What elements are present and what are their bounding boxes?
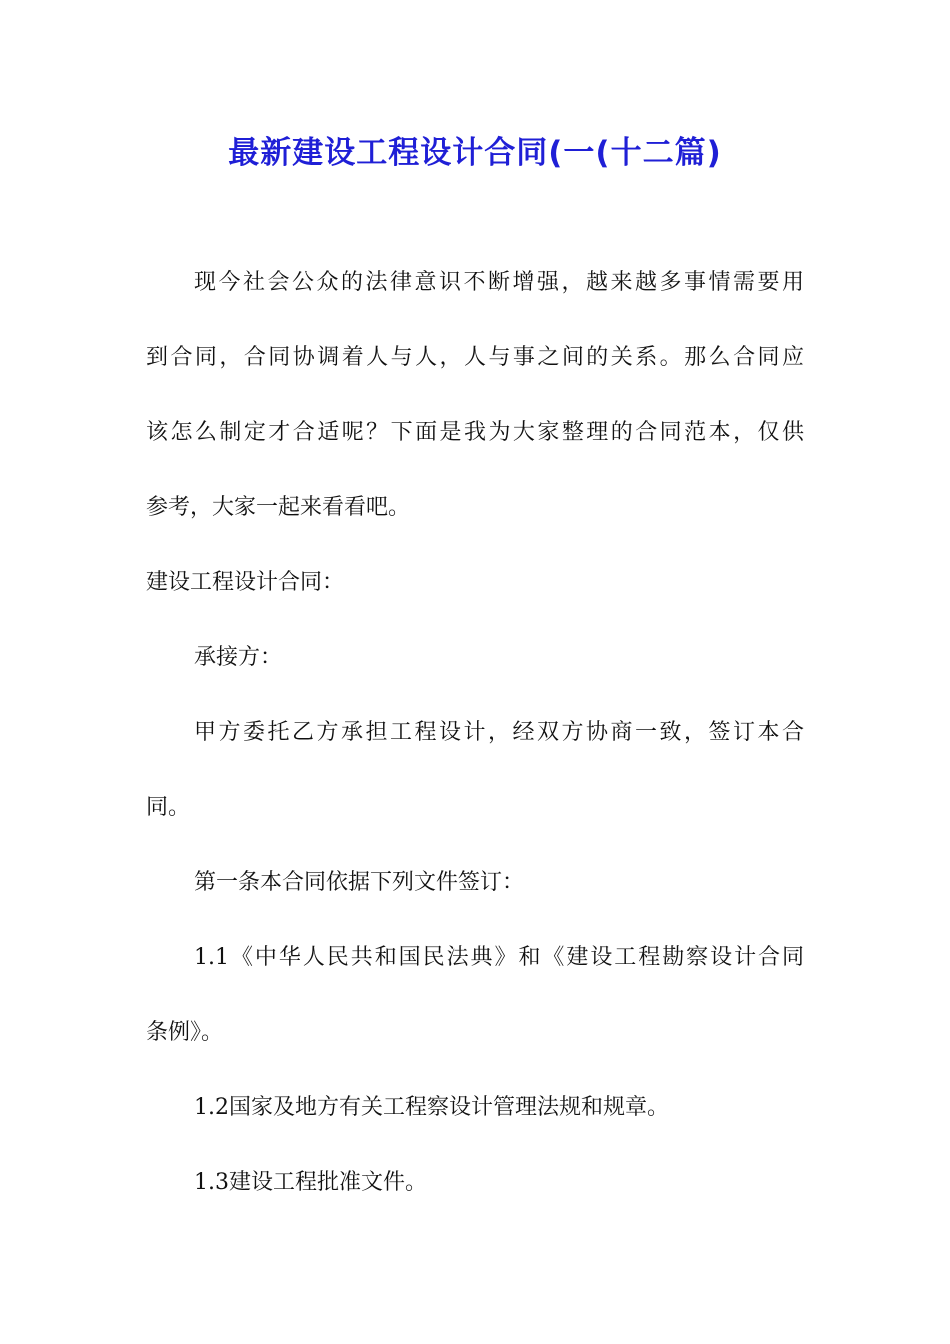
paragraph-line: 甲方委托乙方承担工程设计，经双方协商一致，签订本合 <box>194 720 804 745</box>
clause-line: 条例》。 <box>146 1020 224 1045</box>
section-heading: 建设工程设计合同： <box>146 570 345 595</box>
clause-line: 1.1《中华人民共和国民法典》和《建设工程勘察设计合同 <box>194 945 804 970</box>
paragraph-line: 到合同，合同协调着人与人，人与事之间的关系。那么合同应 <box>146 345 804 370</box>
paragraph-line: 该怎么制定才合适呢？下面是我为大家整理的合同范本，仅供 <box>146 420 804 445</box>
clause-line: 1.3建设工程批准文件。 <box>194 1170 427 1195</box>
paragraph-line: 同。 <box>146 795 191 820</box>
article-heading: 第一条本合同依据下列文件签订： <box>194 870 525 895</box>
document-title: 最新建设工程设计合同(一(十二篇) <box>228 135 722 171</box>
clause-line: 1.2国家及地方有关工程察设计管理法规和规章。 <box>194 1095 669 1120</box>
party-label: 承接方： <box>194 645 283 670</box>
paragraph-line: 参考，大家一起来看看吧。 <box>146 495 411 520</box>
paragraph-line: 现今社会公众的法律意识不断增强，越来越多事情需要用 <box>194 270 804 295</box>
